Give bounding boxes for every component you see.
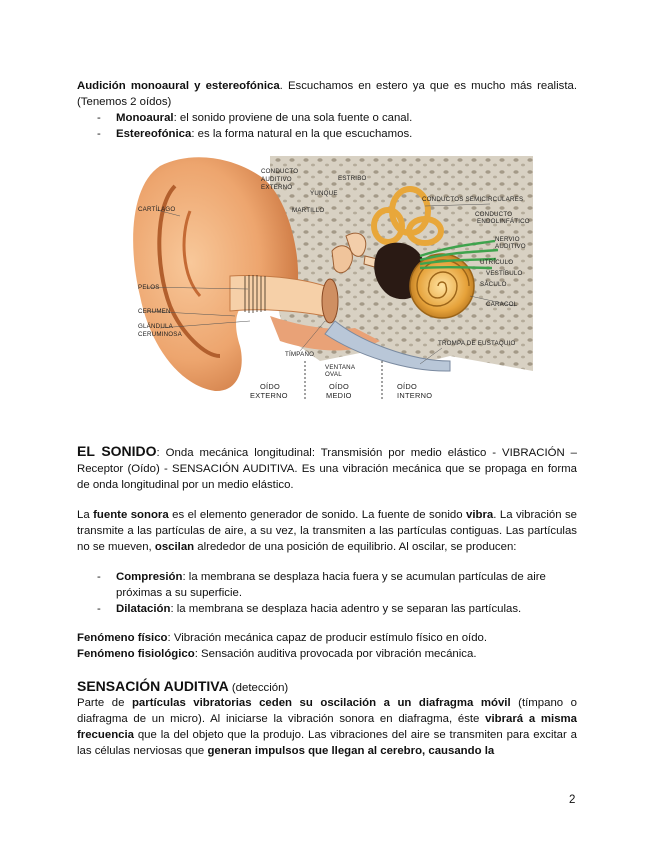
- label-trompa-eustaquio: TROMPA DE EUSTAQUIO: [438, 340, 516, 347]
- label-conducto-auditivo-externo: CONDUCTO: [261, 168, 299, 175]
- sensacion-text-1: Parte de: [77, 697, 132, 709]
- list-item: [95, 601, 577, 617]
- label-conducto-endolinfatico: CONDUCTO: [475, 211, 513, 218]
- label-martillo: MARTILLO: [292, 207, 325, 214]
- label-nervio-auditivo-2: AUDITIVO: [495, 243, 526, 250]
- item-text: : la membrana se desplaza hacia fuera y se acumulan partículas de aire próximas a su superficie.: [116, 571, 546, 599]
- cochlea: [410, 254, 474, 318]
- item-text: : la membrana se desplaza hacia adentro y se separan las partículas.: [170, 603, 522, 615]
- fuente-list: [95, 569, 577, 617]
- sensacion-heading-line: [77, 678, 577, 696]
- label-saculo: SÁCULO: [480, 281, 507, 288]
- list-item: [95, 569, 577, 601]
- label-conducto-auditivo-externo-3: EXTERNO: [261, 184, 293, 191]
- sensacion-bold-2: vibrará a misma frecuencia: [77, 713, 578, 741]
- eardrum: [322, 279, 338, 323]
- label-ventana-oval: VENTANA: [325, 364, 356, 371]
- item-term: Dilatación: [116, 603, 171, 615]
- label-estribo: ESTRIBO: [338, 175, 367, 182]
- fuente-text-4: alrededor de una posición de equilibrio. Al oscilar, se producen:: [194, 541, 517, 553]
- label-cartilago: CARTÍLAGO: [138, 206, 176, 213]
- item-text: : el sonido proviene de una sola fuente o canal.: [173, 112, 413, 124]
- label-caracol: CARACOL: [486, 301, 518, 308]
- fuente-text-3: . La vibración se transmite a las partículas de aire, a su vez, la transmiten a las partículas contiguas. Las partículas no se mueven,: [77, 509, 577, 553]
- item-text: : es la forma natural en la que escuchamos.: [191, 128, 413, 140]
- fenomeno-term: Fenómeno fisiológico: [77, 648, 195, 660]
- sensacion-paragraph: [77, 695, 577, 759]
- label-nervio-auditivo: NERVIO: [495, 236, 520, 243]
- fenomeno-text: : Vibración mecánica capaz de producir estímulo físico en oído.: [167, 632, 488, 644]
- fuente-bold-2: vibra: [466, 509, 494, 521]
- label-conducto-auditivo-externo-2: AUDITIVO: [261, 176, 292, 183]
- fuente-bold-3: oscilan: [154, 541, 195, 553]
- sonido-text: : Onda mecánica longitudinal: Transmisión por medio elástico - VIBRACIÓN – Receptor (Oído) - SENSACIÓN AUDITIVA. Es una vibración mecánica que se propaga en forma de onda longitudinal por un medio elástico.: [77, 447, 577, 491]
- label-oido-interno-2: INTERNO: [397, 391, 433, 400]
- sensacion-text-2: (tímpano o diafragma de un micro). Al iniciarse la vibración sonora en diafragma, éste: [77, 697, 577, 725]
- label-oido-externo: OÍDO: [260, 382, 281, 391]
- intro-title: Audición monoaural y estereofónica: [77, 80, 280, 92]
- sensacion-heading: SENSACIÓN AUDITIVA: [77, 678, 229, 694]
- label-glandula-2: CERUMINOSA: [138, 331, 182, 338]
- label-conductos-semicirculares: CONDUCTOS SEMICIRCULARES: [422, 196, 524, 203]
- label-cerumen: CERUMEN: [138, 308, 171, 315]
- label-conducto-endolinfatico-2: ENDOLINFÁTICO: [477, 218, 530, 225]
- label-yunque: YUNQUE: [310, 190, 338, 197]
- label-timpano: TÍMPANO: [285, 351, 315, 358]
- sonido-paragraph: [77, 443, 577, 493]
- fenomeno-term: Fenómeno físico: [77, 632, 168, 644]
- intro-paragraph: [77, 78, 577, 110]
- fuente-text-2: es el elemento generador de sonido. La fuente de sonido: [168, 509, 467, 521]
- label-ventana-oval-2: OVAL: [325, 371, 342, 378]
- ear-diagram: [120, 156, 533, 406]
- ear-anatomy-figure: [120, 156, 533, 406]
- intro-list: [95, 110, 577, 142]
- item-term: Monoaural: [116, 112, 174, 124]
- fuente-bold-1: fuente sonora: [93, 509, 169, 521]
- fenomeno-text: : Sensación auditiva provocada por vibración mecánica.: [194, 648, 477, 660]
- fuente-paragraph: [77, 507, 577, 555]
- label-oido-interno: OÍDO: [397, 382, 418, 391]
- sensacion-bold-1: partículas vibratorias ceden su oscilación a un diafragma móvil: [131, 697, 511, 709]
- label-utriculo: UTRÍCULO: [480, 259, 514, 266]
- label-glandula: GLÁNDULA: [138, 323, 173, 330]
- fenomeno-fisico: [77, 630, 577, 646]
- sensacion-text-3: que la del objeto que la produjo. Las vibraciones del aire se transmiten para excitar a las células nerviosas que: [77, 729, 577, 757]
- label-oido-medio-2: MEDIO: [326, 391, 352, 400]
- list-item: [95, 110, 577, 126]
- label-vestibulo: VESTÍBULO: [486, 270, 523, 277]
- item-term: Compresión: [116, 571, 183, 583]
- fuente-text-1: La: [77, 509, 94, 521]
- label-pelos: PELOS: [138, 284, 160, 291]
- list-item: [95, 126, 577, 142]
- sensacion-bold-3: generan impulsos que llegan al cerebro, causando la: [207, 745, 495, 757]
- intro-text: . Escuchamos en estero ya que es mucho más realista. (Tenemos 2 oídos): [77, 80, 577, 108]
- label-oido-externo-2: EXTERNO: [250, 391, 288, 400]
- page-number: 2: [569, 794, 576, 806]
- sensacion-subheading: (detección): [228, 682, 289, 694]
- fenomeno-fisiologico: [77, 646, 577, 662]
- label-oido-medio: OÍDO: [329, 382, 350, 391]
- item-term: Estereofónica: [116, 128, 192, 140]
- sonido-heading: EL SONIDO: [77, 443, 157, 459]
